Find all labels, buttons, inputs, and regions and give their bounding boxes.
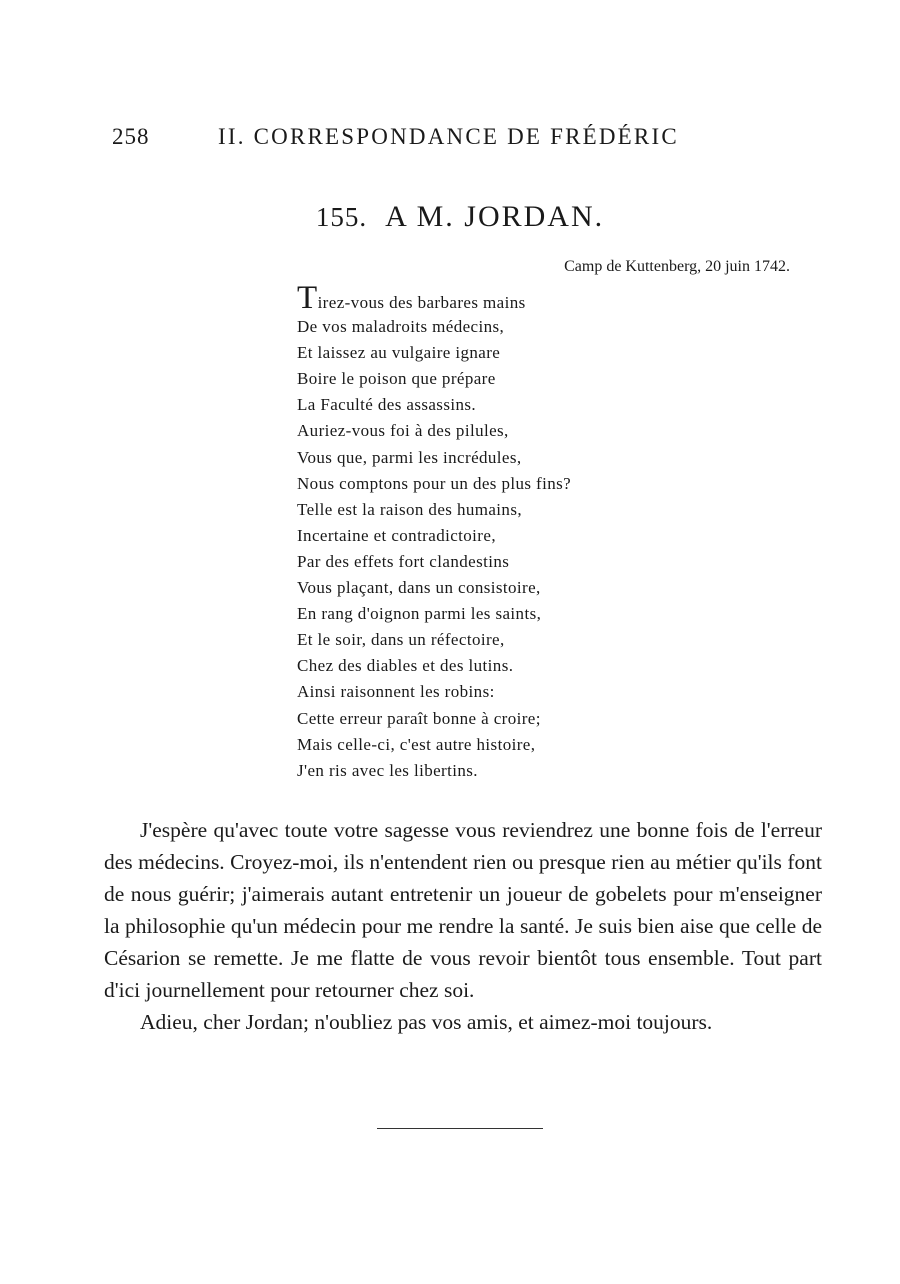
poem-line: Vous plaçant, dans un consistoire, — [297, 578, 541, 598]
poem-line: En rang d'oignon parmi les saints, — [297, 604, 542, 624]
poem-line: Vous que, parmi les incrédules, — [297, 447, 522, 467]
letter-title: A M. JORDAN. — [385, 200, 605, 233]
closing-paragraph: Adieu, cher Jordan; n'oubliez pas vos amis, et aimez-moi toujours. — [140, 1010, 713, 1034]
page-number: 258 — [112, 124, 150, 149]
poem-line: Auriez-vous foi à des pilules, — [297, 421, 509, 441]
letter-number: 155. — [315, 202, 368, 232]
letter-body — [104, 814, 822, 1038]
letter-heading — [0, 200, 900, 234]
poem-line: Ainsi raisonnent les robins: — [297, 682, 495, 702]
poem-line: Et le soir, dans un réfectoire, — [297, 630, 505, 650]
poem-line: J'en ris avec les libertins. — [297, 760, 478, 780]
poem — [297, 280, 737, 784]
poem-line: Tirez-vous des barbares mains — [297, 280, 526, 316]
poem-line: Boire le poison que prépare — [297, 369, 496, 389]
poem-line: Et laissez au vulgaire ignare — [297, 343, 501, 363]
end-rule — [377, 1128, 543, 1129]
running-header — [112, 124, 732, 156]
body-paragraph: J'espère qu'avec toute votre sagesse vous reviendrez une bonne fois de l'erreur des médecins. Croyez-moi, ils n'entendent rien ou presque rien au métier qu'ils font de nous guérir; j'aimerais autant entretenir un joueur de gobelets pour m'enseigner la philosophie qu'un médecin pour me rendre la santé. Je suis bien aise que celle de Césarion se remette. Je me flatte de vous revoir bientôt tous ensemble. Tout part d'ici journellement pour retourner chez soi. — [104, 818, 822, 1002]
running-title: II. CORRESPONDANCE DE FRÉDÉRIC — [218, 124, 679, 149]
letter-dateline: Camp de Kuttenberg, 20 juin 1742. — [564, 258, 790, 275]
poem-line: Mais celle-ci, c'est autre histoire, — [297, 734, 536, 754]
poem-line: Cette erreur paraît bonne à croire; — [297, 708, 541, 728]
poem-line: Par des effets fort clandestins — [297, 551, 510, 571]
poem-line: Chez des diables et des lutins. — [297, 656, 514, 676]
poem-line: Telle est la raison des humains, — [297, 499, 523, 519]
poem-line: De vos maladroits médecins, — [297, 317, 505, 337]
poem-line: La Faculté des assassins. — [297, 395, 477, 415]
poem-line: Incertaine et contradictoire, — [297, 525, 496, 545]
poem-line: Nous comptons pour un des plus fins? — [297, 473, 572, 493]
